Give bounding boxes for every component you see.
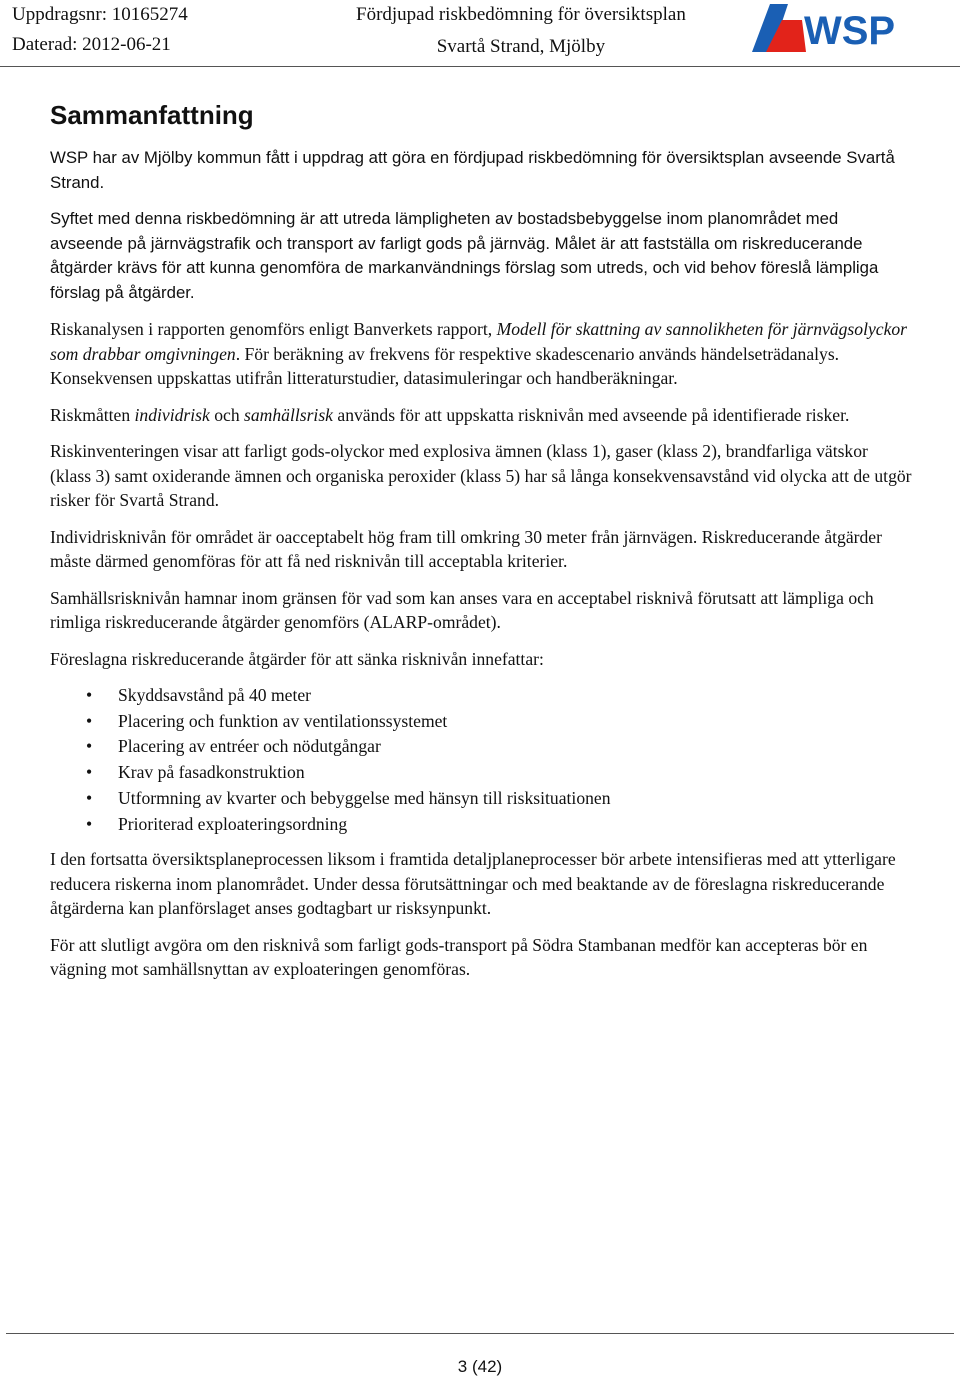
paragraph-continued-process: I den fortsatta översiktsplaneprocessen liksom i framtida detaljplaneprocesser bör arbete intensifieras med att ytterligare reducera riskerna inom planområdet. Under dessa förutsättningar och med beaktande av de föreslagna riskreducerande åtgärderna kan planförslaget anses godtagbart ur risksynpunkt. xyxy=(50,849,896,919)
method-text: Riskanalysen i rapporten genomförs enligt Banverkets rapport, xyxy=(50,319,497,339)
risk-measures-and: och xyxy=(209,404,245,425)
list-item xyxy=(50,812,912,838)
paragraph-measures-intro: Föreslagna riskreducerande åtgärder för att sänka risknivån innefattar: xyxy=(50,648,544,669)
list-item-text: Skyddsavstånd på 40 meter xyxy=(118,685,312,705)
bullet-icon: • xyxy=(86,685,93,705)
bullet-icon: • xyxy=(86,736,93,757)
list-item-text: Krav på fasadkonstruktion xyxy=(118,762,305,783)
list-item xyxy=(50,734,912,760)
list-item xyxy=(50,786,912,812)
bullet-icon: • xyxy=(86,787,93,808)
list-item xyxy=(50,709,912,735)
report-title: Fördjupad riskbedömning för översiktsplan xyxy=(356,4,686,25)
method-text-cont: . För beräkning av frekvens för respektive skadescenario används händelseträdanalys. Konsekvensen uppskattas utifrån litteraturstudier, datasimuleringar och handberäkningar. xyxy=(50,343,840,388)
term-samhallsrisk: samhällsrisk xyxy=(244,404,333,425)
paragraph-purpose: Syftet med denna riskbedömning är att utreda lämpligheten av bostadsbebyggelse inom planområdet med avseende på järnvägstrafik och transport av farligt gods på järnväg. Målet är att fastställa om riskreducerande åtgärder krävs för att kunna genomföra de markanvändnings förslag som utreds, och vid behov föreslå lämpliga förslag på åtgärder. xyxy=(50,209,879,302)
list-item-text: Placering och funktion av ventilationssystemet xyxy=(118,710,448,731)
list-item-text: Prioriterad exploateringsordning xyxy=(118,813,348,834)
report-location: Svartå Strand, Mjölby xyxy=(436,36,606,57)
section-heading: Sammanfattning xyxy=(50,100,254,130)
paragraph-societal-risk: Samhällsrisknivån hamnar inom gränsen för vad som kan anses vara en acceptabel risknivå förutsatt att lämpliga och rimliga riskreducerande åtgärder genomförs (ALARP-området). xyxy=(50,587,874,632)
paragraph-individual-risk: Individrisknivån för området är oacceptabelt hög fram till omkring 30 meter från järnvägen. Riskreducerande åtgärder måste därmed genomföras för att få ned risknivån till acceptabla kriterier. xyxy=(50,526,882,571)
bullet-icon: • xyxy=(86,710,93,731)
logo-text: WSP xyxy=(804,9,896,53)
header-divider xyxy=(0,66,960,67)
measures-list xyxy=(50,683,912,837)
list-item xyxy=(50,683,912,709)
header-title-block xyxy=(356,4,686,68)
paragraph-assignment: WSP har av Mjölby kommun fått i uppdrag att göra en fördjupad riskbedömning för översiktsplan avseende Svartå Strand. xyxy=(50,148,895,192)
list-item-text: Placering av entréer och nödutgångar xyxy=(118,736,381,757)
risk-measures-text-cont: används för att uppskatta risknivån med avseende på identifierade risker. xyxy=(332,404,850,425)
summary-section xyxy=(50,98,912,994)
paragraph-inventory: Riskinventeringen visar att farligt gods-olyckor med explosiva ämnen (klass 1), gaser (klass 2), brandfarliga vätskor (klass 3) samt oxiderande ämnen och organiska peroxider (klass 5) har så långa konsekvensavstånd vid olycka att de utgör risker för Svartå Strand. xyxy=(50,441,912,510)
method-reference-title: Modell för skattning av sannolikheten för järnvägsolyckor som drabbar omgivningen xyxy=(50,319,908,364)
list-item xyxy=(50,760,912,786)
bullet-icon: • xyxy=(86,813,93,834)
order-number: Uppdragsnr: 10165274 xyxy=(12,4,188,25)
report-date: Daterad: 2012-06-21 xyxy=(12,34,171,55)
wsp-logo xyxy=(748,0,914,58)
list-item-text: Utformning av kvarter och bebyggelse med hänsyn till risksituationen xyxy=(118,787,611,808)
paragraph-method xyxy=(50,317,912,391)
page-number: 3 (42) xyxy=(457,1357,503,1376)
paragraph-final-assessment: För att slutligt avgöra om den risknivå som farligt gods-transport på Södra Stambanan medför kan accepteras bör en vägning mot samhällsnyttan av exploateringen genomföras. xyxy=(50,934,868,980)
term-individrisk: individrisk xyxy=(134,404,210,425)
header-meta xyxy=(12,4,188,64)
bullet-icon: • xyxy=(86,762,93,783)
footer-divider xyxy=(6,1333,954,1334)
risk-measures-text: Riskmåtten xyxy=(50,404,135,425)
paragraph-risk-measures xyxy=(50,403,912,428)
